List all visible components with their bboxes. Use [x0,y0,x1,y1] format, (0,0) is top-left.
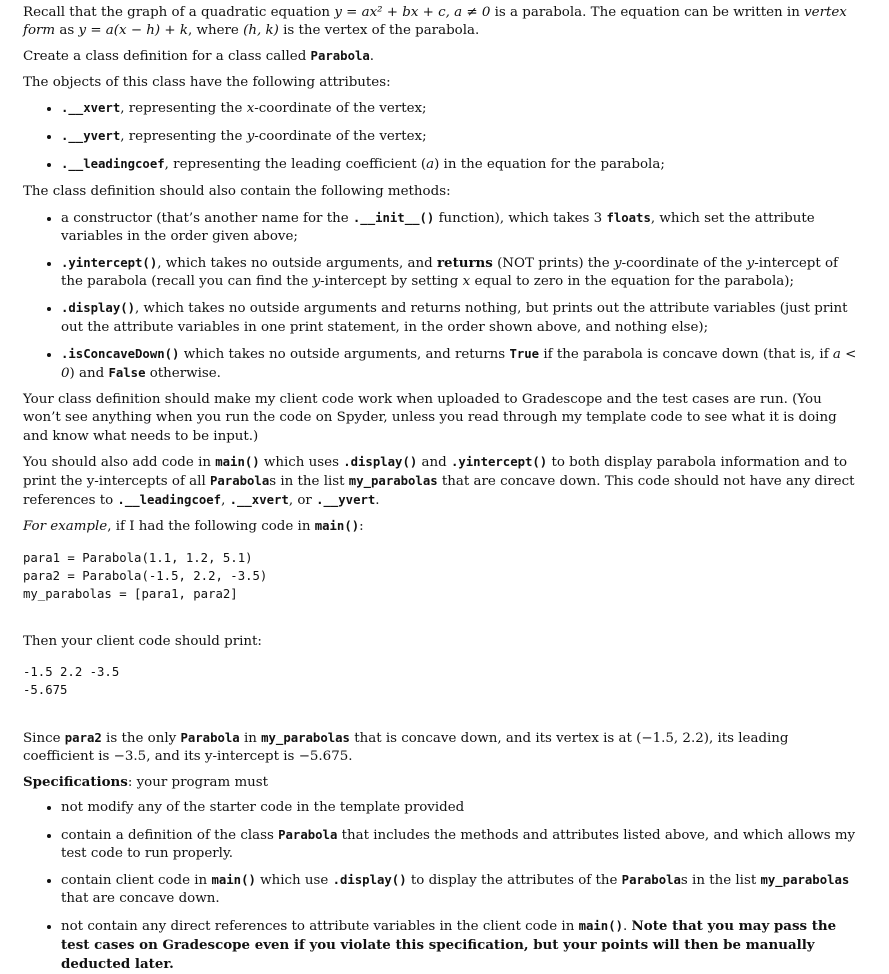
then-paragraph: Then your client code should print: [23,633,861,651]
list-item [61,917,861,974]
text: , or [289,493,316,508]
code: Parabola [278,828,337,842]
text: , where [188,23,243,38]
math: y [614,256,622,271]
text: . [370,49,374,64]
text: that are concave down. [61,891,220,906]
math: −3.5 [114,749,147,764]
text: which takes no outside arguments, and returns [179,347,509,362]
list-item [61,299,861,336]
text: is a parabola. The equation can be written in [490,5,804,20]
text: equal to zero in the equation for the parabola); [470,274,794,289]
list-item [61,99,861,118]
math: y [747,256,755,271]
vertex-coords: (h, k) [243,23,279,38]
text: , which takes no outside arguments, and [157,256,437,271]
text: -intercept by setting [320,274,462,289]
main-paragraph [23,453,861,511]
text: not modify any of the starter code in the template provided [61,800,464,815]
text: which use [256,873,333,888]
text: , representing the [120,129,246,144]
code: False [108,366,145,380]
code: .display() [343,455,417,469]
math: y [247,129,255,144]
list-item [61,127,861,146]
gradescope-paragraph: Your class definition should make my client code work when uploaded to Gradescope and the test cases are run. (You won’t see anything when you run the code on Spyder, unless you read through my template code to see what it is doing and know what needs to be input.) [23,391,861,446]
text: to display the attributes of the [407,873,622,888]
specifications-list [23,799,861,974]
methods-list [23,209,861,384]
text: . [348,749,352,764]
text: s in the list [269,474,349,489]
list-item [61,345,861,383]
text: : your program must [128,775,268,790]
text: that includes the methods and attributes listed above, and which allows my test code to run properly. [61,828,855,861]
text: . [623,919,632,934]
code: para2 [65,731,102,745]
text: : [359,519,364,534]
text: contain a definition of the class [61,828,278,843]
code: main() [579,919,623,933]
text: which uses [260,455,344,470]
text: -intercept of the parabola (recall you can find the [61,256,838,289]
text: a constructor (that’s another name for the [61,211,353,226]
output-code-block [23,663,861,699]
text: not contain any direct references to attribute variables in the client code in [61,919,579,934]
text: , which takes no outside arguments and returns nothing, but prints out the attribute variables (just print out the attribute variables in one print statement, in the order shown above, and nothing else); [61,301,848,334]
math: y [313,274,321,289]
code: floats [606,211,650,225]
code: main() [211,873,255,887]
text: in [240,731,261,746]
text: Specifications [23,774,128,790]
code: .isConcaveDown() [61,347,179,361]
text: -coordinate of the vertex; [254,129,426,144]
text: , its leading coefficient is [23,731,789,764]
text: s in the list [681,873,761,888]
text: to both display parabola information and to print the y-intercepts of all [23,455,847,489]
text: and [417,455,451,470]
text: Since [23,731,65,746]
code: .__yvert [316,493,375,507]
text: Note that you may pass the test cases on Gradescope even if you violate this specification, but your points will then be manually deducted later. [61,918,836,972]
code: main() [315,519,359,533]
code: .__leadingcoef [117,493,221,507]
text: , representing the [120,101,246,116]
code: Parabola [210,474,269,488]
code: my_parabolas [349,474,438,488]
text: function), which takes 3 [434,211,606,226]
class-name-code: Parabola [311,49,370,63]
text: returns [437,255,493,271]
vertex-equation: y = a(x − h) + k [79,23,189,38]
text: For example [23,519,107,534]
code: Parabola [180,731,239,745]
code-line: para2 = Parabola(-1.5, 2.2, -3.5) [23,567,861,585]
text: -coordinate of the [622,256,747,271]
text: , which set the attribute variables in the order given above; [61,211,815,244]
code: my_parabolas [261,731,350,745]
text: that are concave down. This code should not have any direct references to [23,474,854,508]
class-paragraph [23,47,861,66]
code: True [509,347,539,361]
attributes-list [23,99,861,175]
text: -coordinate of the vertex; [254,101,426,116]
list-item [61,254,861,291]
math: (−1.5, 2.2) [636,731,709,746]
text: , [221,493,230,508]
math: −5.675 [299,749,349,764]
attributes-heading: The objects of this class have the following attributes: [23,74,861,92]
code: Parabola [622,873,681,887]
code: .__init__() [353,211,434,225]
math: x [463,274,471,289]
list-item [61,155,861,174]
code: .display() [333,873,407,887]
code: .display() [61,301,135,315]
code-line: my_parabolas = [para1, para2] [23,585,861,603]
text: is the vertex of the parabola. [279,23,479,38]
text: as [55,23,78,38]
code: main() [215,455,259,469]
math: a < 0 [61,347,856,381]
math: a [426,157,434,172]
text: that is concave down, and its vertex is at [350,731,636,746]
text: (NOT prints) the [493,256,614,271]
list-item [61,799,861,817]
code: my_parabolas [760,873,849,887]
intro-paragraph [23,4,861,40]
specifications-heading [23,773,861,792]
text: is the only [102,731,181,746]
text: . [375,493,379,508]
code: .yintercept() [451,455,547,469]
attr-code: .__leadingcoef [61,157,165,171]
text: , representing the leading coefficient ( [165,157,426,172]
vertex-form-term: vertex form [23,5,847,38]
math: x [247,101,255,116]
code: .yintercept() [61,256,157,270]
text: , if I had the following code in [107,519,315,534]
output-line: -5.675 [23,681,861,699]
example-paragraph [23,517,861,536]
attr-code: .__xvert [61,101,120,115]
since-paragraph [23,729,861,766]
code: .__xvert [230,493,289,507]
methods-heading: The class definition should also contain the following methods: [23,183,861,201]
list-item [61,871,861,908]
text: Create a class definition for a class called [23,49,311,64]
list-item [61,209,861,246]
output-line: -1.5 2.2 -3.5 [23,663,861,681]
code-line: para1 = Parabola(1.1, 1.2, 5.1) [23,549,861,567]
attr-code: .__yvert [61,129,120,143]
text: ) and [70,366,109,381]
text: , and its y-intercept is [146,749,299,764]
text: Recall that the graph of a quadratic equation [23,5,334,20]
text: if the parabola is concave down (that is, if [539,347,833,362]
text: contain client code in [61,873,211,888]
text: You should also add code in [23,455,215,470]
quadratic-equation: y = ax² + bx + c, a ≠ 0 [334,5,490,20]
list-item [61,826,861,863]
text: otherwise. [145,366,220,381]
example-code-block [23,549,861,603]
text: ) in the equation for the parabola; [434,157,665,172]
